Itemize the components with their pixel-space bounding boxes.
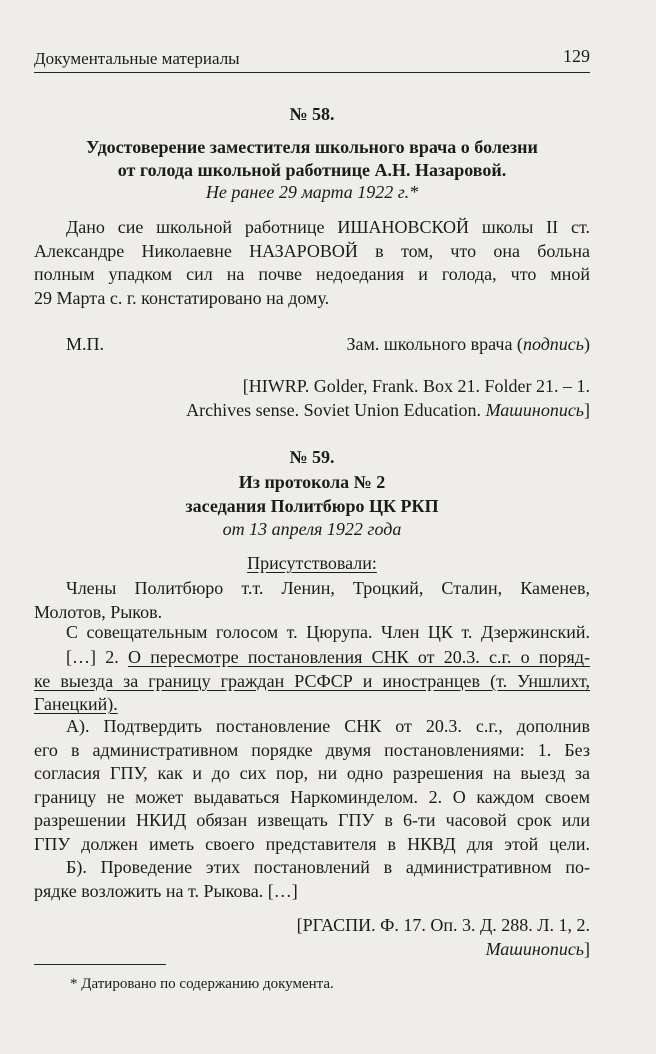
signature-italic: подпись [522, 334, 584, 354]
members-line: Члены Политбюро т.т. Ленин, Троцкий, Сталин, Каменев, [66, 578, 590, 598]
doc58-title-line: Удостоверение заместителя школьного врача о болезни [86, 137, 538, 157]
running-head [34, 46, 590, 72]
source-italic: Машинопись [485, 939, 584, 959]
members-line: Молотов, Рыков. [34, 601, 163, 622]
item-prefix: […] 2. [66, 647, 129, 667]
doc58-source [34, 374, 590, 422]
page-number: 129 [563, 46, 590, 66]
body-line: Дано сие школьной работнице ИШАНОВСКОЙ школы II ст. [66, 217, 590, 237]
present-label: Присутствовали: [247, 553, 377, 573]
item-line: ке выезда за границу граждан РСФСР и иностранцев (т. Уншлихт, [34, 670, 590, 691]
advisory-line: С совещательным голосом т. Цюрупа. Член ЦК т. Дзержинский. [66, 622, 590, 642]
doc59-date: от 13 апреля 1922 года [222, 519, 402, 539]
a-line: согласия ГПУ, как и до сих пор, ни одно разрешения на выезд за [34, 763, 590, 783]
doc59-title [34, 471, 590, 518]
doc59-number: № 59. [289, 447, 335, 467]
a-line: его в административном порядке двумя постановлениями: 1. Без [34, 739, 590, 760]
source-text: Archives sense. Soviet Union Education. [186, 400, 486, 420]
source-italic: Машинопись [485, 400, 584, 420]
doc58-date: Не ранее 29 марта 1922 г.* [205, 182, 419, 202]
doc59-item [34, 646, 590, 717]
b-line: Б). Проведение этих постановлений в административном по- [66, 857, 590, 877]
signature-line [347, 334, 590, 355]
a-line: А). Подтвердить постановление СНК от 20.3. с.г., дополнив [66, 716, 590, 736]
item-line [34, 693, 590, 717]
doc59-members [34, 577, 590, 624]
body-line: Александре Николаевне НАЗАРОВОЙ в том, что она больна [34, 240, 590, 261]
doc59-paragraph-b [34, 856, 590, 903]
doc58-number: № 58. [289, 104, 335, 124]
footnote-rule [34, 964, 166, 965]
footnote: * Датировано по содержанию документа. [70, 976, 334, 992]
doc58-title [34, 136, 590, 182]
source-line [34, 398, 590, 422]
source-line: [HIWRP. Golder, Frank. Box 21. Folder 21. – 1. [242, 376, 590, 396]
header-rule [34, 72, 590, 73]
source-line [34, 937, 590, 961]
a-line: разрешении НКИД обязан извещать ГПУ в 6-ти часовой срок или [34, 810, 590, 830]
b-line: рядке возложить на т. Рыкова. […] [34, 880, 298, 901]
doc59-source [34, 913, 590, 961]
doc59-advisory [34, 622, 590, 643]
doc58-body [34, 216, 590, 310]
doc59-title-line: заседания Политбюро ЦК РКП [185, 495, 439, 516]
section-title: Документальные материалы [34, 49, 240, 68]
seal-label: М.П. [66, 334, 105, 354]
source-bracket: ] [584, 400, 590, 420]
item-line [34, 646, 590, 670]
doc58-title-line: от голода школьной работнице А.Н. Назаровой. [117, 160, 507, 180]
body-line: полным упадком сил на почве недоедания и голода, что мной [34, 264, 590, 284]
a-line: ГПУ должен иметь своего представителя в НКВД для этой цели. [34, 833, 590, 854]
signature-close: ) [584, 334, 590, 354]
item-title-end: Ганецкий). [34, 694, 118, 714]
signature-text: Зам. школьного врача ( [346, 334, 523, 354]
present-label-row [34, 553, 590, 574]
doc59-paragraph-a [34, 715, 590, 856]
body-line: 29 Марта с. г. констатировано на дому. [34, 287, 330, 308]
source-bracket: ] [584, 939, 590, 959]
a-line: границу не может выдаваться Наркоминделом. 2. О каждом своем [34, 786, 590, 807]
item-title: О пересмотре постановления СНК от 20.3. с.г. о поряд- [128, 647, 590, 667]
source-line: [РГАСПИ. Ф. 17. Оп. 3. Д. 288. Л. 1, 2. [296, 915, 590, 935]
doc58-signature-row [34, 334, 590, 358]
doc59-title-line: Из протокола № 2 [238, 472, 386, 492]
